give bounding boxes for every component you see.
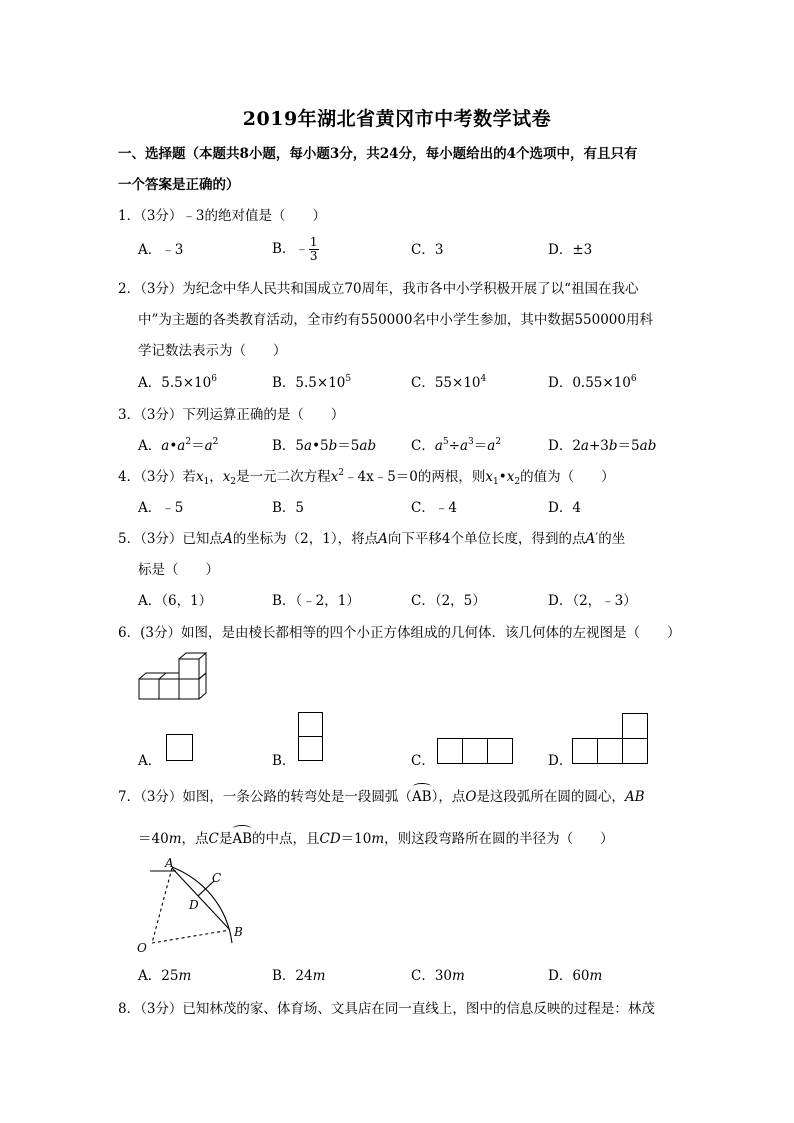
- question-text: （3分）﹣3的绝对值是（ ）: [140, 208, 327, 224]
- q6-option-b[interactable]: B．: [272, 753, 296, 769]
- q5-option-b[interactable]: B．（﹣2，1）: [272, 593, 360, 609]
- q7-option-c[interactable]: [411, 967, 465, 985]
- question-7: 7．（3分）如图，一条公路的转弯处是一段圆弧（AB），点O是这段弧所在圆的圆心，AB: [118, 789, 645, 805]
- question-text: 的值为（ ）: [520, 469, 615, 485]
- minus-sign: ﹣: [295, 241, 309, 257]
- option-text: C．30: [411, 968, 453, 984]
- q6-option-c-figure: [437, 738, 515, 766]
- point-c-label: C: [212, 871, 222, 885]
- q3-option-c[interactable]: C．$a^5\div a^3=a^2$: [411, 437, 502, 454]
- q7-option-b[interactable]: [272, 967, 325, 985]
- question-7-line2: ＝40m，点C是AB的中点，且CD＝10m，则这段弯路所在圆的半径为（ ）: [138, 831, 614, 847]
- q4-option-d[interactable]: D．4: [548, 500, 581, 516]
- question-text: （3分）如图，一条公路的转弯处是一段圆弧（: [140, 789, 412, 805]
- question-text: ＝40: [138, 831, 169, 847]
- option-label: A．: [138, 438, 162, 454]
- question-text: ′的坐: [595, 531, 626, 547]
- q7-option-d[interactable]: [548, 967, 602, 985]
- question-text: （3分）下列运算正确的是（ ）: [140, 407, 345, 423]
- exponent: 6: [211, 374, 217, 384]
- point-b-label: B: [234, 925, 243, 939]
- q3-option-a[interactable]: A．$a•a^2=a^2$: [138, 437, 219, 454]
- q2-option-b[interactable]: [272, 374, 351, 392]
- unit: m: [589, 968, 603, 984]
- question-text: 向下平移4个单位长度，得到的点: [387, 531, 586, 547]
- question-text: （3分）若: [140, 469, 196, 485]
- page-title: 2019年湖北省黄冈市中考数学试卷: [242, 108, 552, 130]
- section-heading-line2: 一个答案是正确的）: [118, 177, 240, 193]
- option-text: C．55×10: [411, 375, 481, 391]
- question-2-line2: 中”为主题的各类教育活动，全市约有550000名中小学生参加，其中数据550000用科: [138, 312, 653, 328]
- unit: m: [312, 968, 326, 984]
- question-4: 4．（3分）若$x_1$，$x_2$是一元二次方程$x^2﹣4x﹣5=0$的两根，则$x_1•x_2$的值为（ ）: [118, 468, 615, 487]
- question-text: (3分）如图，是由棱长都相等的四个小正方体组成的几何体．该几何体的左视图是（ ）: [140, 625, 681, 641]
- question-3: [118, 406, 344, 424]
- question-2: [118, 280, 639, 298]
- option-label: D．: [548, 438, 573, 454]
- option-label: C．: [411, 438, 435, 454]
- q1-option-c[interactable]: C．3: [411, 242, 444, 258]
- q6-option-a[interactable]: A．: [138, 753, 162, 769]
- q5-option-a[interactable]: A．（6，1）: [138, 593, 213, 609]
- question-number: 2．: [118, 281, 141, 297]
- question-1: [118, 207, 326, 225]
- exponent: 6: [630, 374, 637, 384]
- point-o-label: O: [137, 941, 147, 955]
- q6-option-b-figure: [298, 712, 324, 766]
- option-text: D．0.55×10: [548, 375, 631, 391]
- unit: m: [452, 968, 465, 984]
- q2-option-c[interactable]: [411, 374, 486, 392]
- question-8: [118, 1000, 655, 1018]
- q1-option-d[interactable]: D．±3: [548, 242, 593, 258]
- option-text: A．5.5×10: [138, 375, 212, 391]
- exponent: 4: [480, 374, 487, 384]
- q5-option-c[interactable]: C．（2，5）: [411, 593, 486, 609]
- question-text: ＝10: [340, 831, 372, 847]
- question-number: 7．: [118, 789, 141, 805]
- q3-option-d[interactable]: D．2a+3b＝5ab: [548, 438, 657, 454]
- question-number: 3．: [118, 407, 141, 423]
- q4-option-c[interactable]: C．﹣4: [411, 500, 457, 516]
- q1-option-b[interactable]: [272, 236, 319, 263]
- question-text: ，则这段弯路所在圆的半径为（ ）: [384, 831, 614, 847]
- fraction: [309, 236, 319, 263]
- option-text: B．24: [272, 968, 313, 984]
- question-text: 是这段弧所在圆的圆心，: [476, 789, 625, 805]
- q2-option-d[interactable]: [548, 374, 637, 392]
- arc-ab: AB: [411, 789, 432, 805]
- q5-option-d[interactable]: D．（2，﹣3）: [548, 593, 637, 609]
- point-a-label: A: [165, 856, 174, 870]
- section-heading-line1: 一、选择题（本题共8小题，每小题3分，共24分，每小题给出的4个选项中，有且只有: [118, 146, 638, 162]
- question-number: 1．: [118, 208, 141, 224]
- question-text: ，点: [181, 831, 209, 847]
- q6-option-a-figure: [166, 734, 194, 762]
- question-5: 5．（3分）已知点A的坐标为（2，1），将点A向下平移4个单位长度，得到的点A′的坐: [118, 531, 626, 547]
- q6-option-d[interactable]: D．: [548, 753, 573, 769]
- question-text: （3分）已知林茂的家、体育场、文具店在同一直线上，图中的信息反映的过程是：林茂: [140, 1001, 655, 1017]
- q1-option-a[interactable]: A．﹣3: [138, 242, 184, 258]
- road-arc-figure: [132, 855, 262, 960]
- question-6: [118, 624, 680, 642]
- question-text: （3分）已知点: [140, 531, 223, 547]
- q6-option-c[interactable]: C．: [411, 753, 435, 769]
- q6-option-d-figure: [572, 712, 650, 766]
- option-label: B．: [272, 241, 296, 257]
- option-text: B．5.5×10: [272, 375, 346, 391]
- question-number: 5．: [118, 531, 141, 547]
- question-text-line1: （3分）为纪念中华人民共和国成立70周年，我市各中小学积极开展了以“祖国在我心: [140, 281, 639, 297]
- exponent: 5: [345, 374, 352, 384]
- question-text: AB: [624, 789, 645, 805]
- question-2-line3: 学记数法表示为（ ）: [138, 343, 287, 359]
- option-label: B．: [272, 438, 296, 454]
- option-text: D．60: [548, 968, 590, 984]
- question-number: 6．: [118, 625, 141, 641]
- question-text: 的坐标为（2，1），将点: [232, 531, 379, 547]
- fraction-denominator: 3: [309, 249, 318, 263]
- q3-option-b[interactable]: B．5a•5b＝5ab: [272, 438, 377, 454]
- q4-option-b[interactable]: B．5: [272, 500, 305, 516]
- option-text: A．25: [138, 968, 179, 984]
- question-text: ），点: [431, 789, 466, 805]
- unit: m: [178, 968, 192, 984]
- question-number: 4．: [118, 469, 141, 485]
- q2-option-a[interactable]: [138, 374, 217, 392]
- q4-option-a[interactable]: A．﹣5: [138, 500, 184, 516]
- arc-ab: AB: [232, 831, 253, 847]
- question-5-line2: 标是（ ）: [138, 562, 219, 578]
- question-number: 8．: [118, 1001, 141, 1017]
- question-text: 是: [218, 831, 233, 847]
- cube-assembly-figure: [138, 655, 213, 703]
- q7-option-a[interactable]: [138, 967, 191, 985]
- question-text: 是一元二次方程: [236, 469, 331, 485]
- question-text: ﹣4x﹣5＝0的两根，则: [344, 469, 486, 485]
- point-d-label: D: [189, 898, 199, 912]
- question-text: 的中点，且: [252, 831, 320, 847]
- fraction-numerator: 1: [309, 235, 318, 249]
